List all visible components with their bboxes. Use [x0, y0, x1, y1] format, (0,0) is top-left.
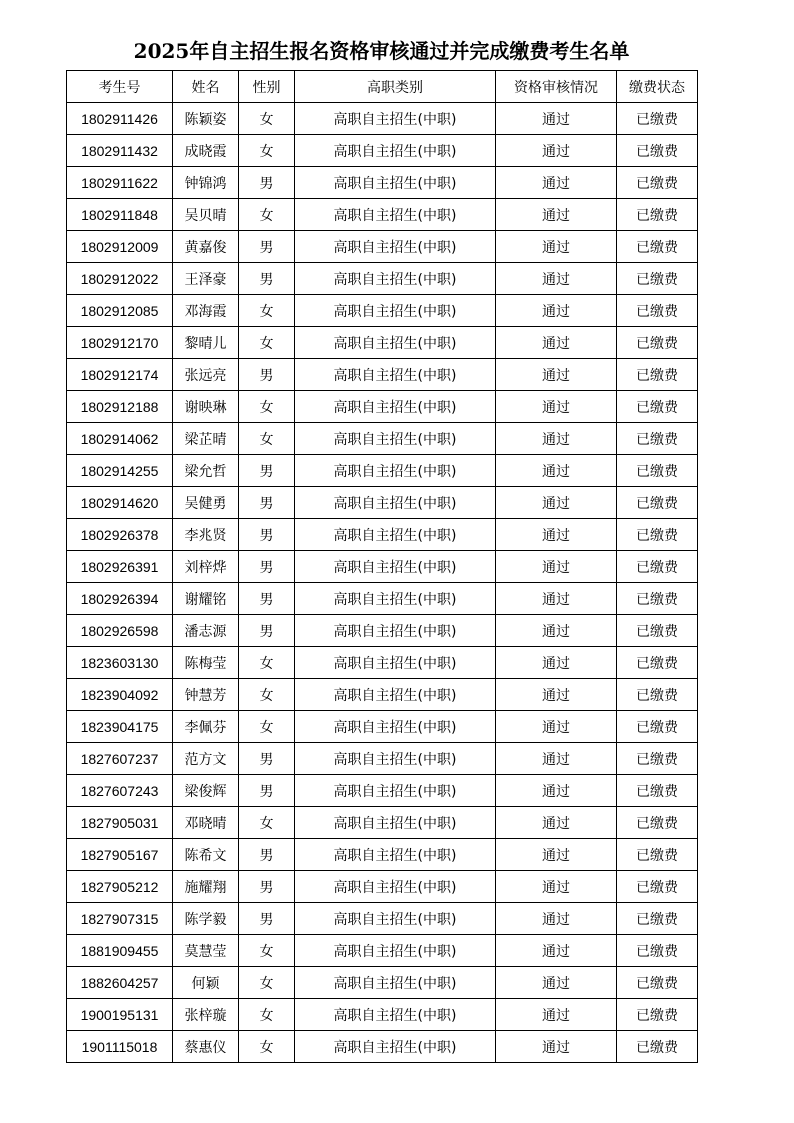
- payment-status-cell: 已缴费: [617, 903, 698, 935]
- category-cell: 高职自主招生(中职): [295, 295, 496, 327]
- name-cell: 陈颖姿: [173, 103, 239, 135]
- payment-status-cell: 已缴费: [617, 839, 698, 871]
- category-cell: 高职自主招生(中职): [295, 423, 496, 455]
- exam-number-cell: 1802914062: [67, 423, 173, 455]
- table-row: [67, 807, 698, 839]
- review-status-cell: 通过: [496, 231, 617, 263]
- table-row: [67, 519, 698, 551]
- payment-status-cell: 已缴费: [617, 519, 698, 551]
- gender-cell: 男: [239, 583, 295, 615]
- gender-cell: 女: [239, 135, 295, 167]
- category-cell: 高职自主招生(中职): [295, 135, 496, 167]
- table-row: [67, 967, 698, 999]
- payment-status-cell: 已缴费: [617, 231, 698, 263]
- table-row: [67, 775, 698, 807]
- gender-cell: 女: [239, 295, 295, 327]
- table-row: [67, 903, 698, 935]
- name-cell: 邓晓晴: [173, 807, 239, 839]
- payment-status-cell: 已缴费: [617, 935, 698, 967]
- candidate-table: [66, 70, 698, 1063]
- exam-number-cell: 1802926394: [67, 583, 173, 615]
- gender-cell: 男: [239, 839, 295, 871]
- gender-cell: 男: [239, 775, 295, 807]
- gender-cell: 男: [239, 167, 295, 199]
- gender-cell: 男: [239, 263, 295, 295]
- exam-number-cell: 1802912022: [67, 263, 173, 295]
- gender-cell: 男: [239, 871, 295, 903]
- table-row: [67, 839, 698, 871]
- name-cell: 施耀翔: [173, 871, 239, 903]
- gender-cell: 女: [239, 935, 295, 967]
- table-row: [67, 551, 698, 583]
- name-cell: 邓海霞: [173, 295, 239, 327]
- gender-cell: 男: [239, 519, 295, 551]
- review-status-cell: 通过: [496, 967, 617, 999]
- exam-number-cell: 1802914620: [67, 487, 173, 519]
- payment-status-cell: 已缴费: [617, 807, 698, 839]
- gender-cell: 男: [239, 455, 295, 487]
- table-row: [67, 135, 698, 167]
- gender-cell: 女: [239, 423, 295, 455]
- review-status-cell: 通过: [496, 455, 617, 487]
- name-cell: 陈学毅: [173, 903, 239, 935]
- exam-number-cell: 1827907315: [67, 903, 173, 935]
- gender-cell: 男: [239, 743, 295, 775]
- name-cell: 张远亮: [173, 359, 239, 391]
- category-cell: 高职自主招生(中职): [295, 199, 496, 231]
- category-cell: 高职自主招生(中职): [295, 263, 496, 295]
- table-row: [67, 423, 698, 455]
- payment-status-cell: 已缴费: [617, 551, 698, 583]
- category-cell: 高职自主招生(中职): [295, 615, 496, 647]
- exam-number-cell: 1827905212: [67, 871, 173, 903]
- review-status-cell: 通过: [496, 295, 617, 327]
- payment-status-cell: 已缴费: [617, 967, 698, 999]
- table-row: [67, 359, 698, 391]
- name-cell: 潘志源: [173, 615, 239, 647]
- name-cell: 谢耀铭: [173, 583, 239, 615]
- table-row: [67, 1031, 698, 1063]
- category-cell: 高职自主招生(中职): [295, 359, 496, 391]
- table-row: [67, 199, 698, 231]
- payment-status-cell: 已缴费: [617, 327, 698, 359]
- review-status-cell: 通过: [496, 391, 617, 423]
- document-title: 2025年自主招生报名资格审核通过并完成缴费考生名单: [133, 39, 630, 63]
- table-row: [67, 167, 698, 199]
- gender-cell: 女: [239, 647, 295, 679]
- table-row: [67, 743, 698, 775]
- table-row: [67, 295, 698, 327]
- exam-number-cell: 1827607237: [67, 743, 173, 775]
- category-cell: 高职自主招生(中职): [295, 455, 496, 487]
- exam-number-cell: 1802912009: [67, 231, 173, 263]
- payment-status-cell: 已缴费: [617, 775, 698, 807]
- name-cell: 何颖: [173, 967, 239, 999]
- review-status-cell: 通过: [496, 871, 617, 903]
- exam-number-cell: 1881909455: [67, 935, 173, 967]
- table-row: [67, 999, 698, 1031]
- table-row: [67, 455, 698, 487]
- payment-status-cell: 已缴费: [617, 615, 698, 647]
- name-cell: 钟慧芳: [173, 679, 239, 711]
- gender-cell: 女: [239, 967, 295, 999]
- review-status-cell: 通过: [496, 327, 617, 359]
- gender-cell: 男: [239, 487, 295, 519]
- exam-number-cell: 1802911426: [67, 103, 173, 135]
- name-cell: 刘梓烨: [173, 551, 239, 583]
- gender-cell: 男: [239, 903, 295, 935]
- name-cell: 梁允哲: [173, 455, 239, 487]
- review-status-cell: 通过: [496, 167, 617, 199]
- exam-number-cell: 1823603130: [67, 647, 173, 679]
- category-cell: 高职自主招生(中职): [295, 647, 496, 679]
- category-cell: 高职自主招生(中职): [295, 1031, 496, 1063]
- payment-status-cell: 已缴费: [617, 647, 698, 679]
- table-row: [67, 615, 698, 647]
- name-cell: 成晓霞: [173, 135, 239, 167]
- review-status-cell: 通过: [496, 647, 617, 679]
- gender-cell: 女: [239, 711, 295, 743]
- category-cell: 高职自主招生(中职): [295, 743, 496, 775]
- table-row: [67, 263, 698, 295]
- category-cell: 高职自主招生(中职): [295, 967, 496, 999]
- header-review-status: 资格审核情况: [496, 71, 617, 103]
- category-cell: 高职自主招生(中职): [295, 999, 496, 1031]
- name-cell: 钟锦鸿: [173, 167, 239, 199]
- payment-status-cell: 已缴费: [617, 455, 698, 487]
- review-status-cell: 通过: [496, 423, 617, 455]
- review-status-cell: 通过: [496, 679, 617, 711]
- review-status-cell: 通过: [496, 999, 617, 1031]
- payment-status-cell: 已缴费: [617, 679, 698, 711]
- review-status-cell: 通过: [496, 903, 617, 935]
- table-body: [67, 103, 698, 1063]
- exam-number-cell: 1882604257: [67, 967, 173, 999]
- gender-cell: 女: [239, 679, 295, 711]
- review-status-cell: 通过: [496, 775, 617, 807]
- payment-status-cell: 已缴费: [617, 711, 698, 743]
- exam-number-cell: 1802911848: [67, 199, 173, 231]
- name-cell: 梁俊辉: [173, 775, 239, 807]
- name-cell: 张梓璇: [173, 999, 239, 1031]
- category-cell: 高职自主招生(中职): [295, 935, 496, 967]
- review-status-cell: 通过: [496, 935, 617, 967]
- name-cell: 蔡惠仪: [173, 1031, 239, 1063]
- exam-number-cell: 1802912188: [67, 391, 173, 423]
- category-cell: 高职自主招生(中职): [295, 679, 496, 711]
- category-cell: 高职自主招生(中职): [295, 103, 496, 135]
- payment-status-cell: 已缴费: [617, 359, 698, 391]
- payment-status-cell: 已缴费: [617, 263, 698, 295]
- category-cell: 高职自主招生(中职): [295, 487, 496, 519]
- table-row: [67, 391, 698, 423]
- payment-status-cell: 已缴费: [617, 999, 698, 1031]
- gender-cell: 女: [239, 103, 295, 135]
- name-cell: 莫慧莹: [173, 935, 239, 967]
- name-cell: 陈希文: [173, 839, 239, 871]
- name-cell: 谢映琳: [173, 391, 239, 423]
- name-cell: 范方文: [173, 743, 239, 775]
- category-cell: 高职自主招生(中职): [295, 903, 496, 935]
- category-cell: 高职自主招生(中职): [295, 551, 496, 583]
- payment-status-cell: 已缴费: [617, 103, 698, 135]
- header-gender: 性别: [239, 71, 295, 103]
- review-status-cell: 通过: [496, 519, 617, 551]
- payment-status-cell: 已缴费: [617, 487, 698, 519]
- gender-cell: 女: [239, 1031, 295, 1063]
- review-status-cell: 通过: [496, 359, 617, 391]
- category-cell: 高职自主招生(中职): [295, 583, 496, 615]
- gender-cell: 男: [239, 551, 295, 583]
- review-status-cell: 通过: [496, 583, 617, 615]
- exam-number-cell: 1802912170: [67, 327, 173, 359]
- review-status-cell: 通过: [496, 1031, 617, 1063]
- table-row: [67, 231, 698, 263]
- exam-number-cell: 1823904175: [67, 711, 173, 743]
- review-status-cell: 通过: [496, 711, 617, 743]
- payment-status-cell: 已缴费: [617, 871, 698, 903]
- table-row: [67, 871, 698, 903]
- review-status-cell: 通过: [496, 199, 617, 231]
- payment-status-cell: 已缴费: [617, 391, 698, 423]
- name-cell: 梁芷晴: [173, 423, 239, 455]
- name-cell: 黎晴儿: [173, 327, 239, 359]
- header-category: 高职类别: [295, 71, 496, 103]
- gender-cell: 女: [239, 199, 295, 231]
- gender-cell: 女: [239, 391, 295, 423]
- payment-status-cell: 已缴费: [617, 1031, 698, 1063]
- name-cell: 陈梅莹: [173, 647, 239, 679]
- gender-cell: 男: [239, 615, 295, 647]
- exam-number-cell: 1802926598: [67, 615, 173, 647]
- header-exam-number: 考生号: [67, 71, 173, 103]
- category-cell: 高职自主招生(中职): [295, 711, 496, 743]
- category-cell: 高职自主招生(中职): [295, 519, 496, 551]
- exam-number-cell: 1802912085: [67, 295, 173, 327]
- name-cell: 李佩芬: [173, 711, 239, 743]
- exam-number-cell: 1827607243: [67, 775, 173, 807]
- header-name: 姓名: [173, 71, 239, 103]
- exam-number-cell: 1802912174: [67, 359, 173, 391]
- table-row: [67, 327, 698, 359]
- exam-number-cell: 1827905031: [67, 807, 173, 839]
- exam-number-cell: 1823904092: [67, 679, 173, 711]
- review-status-cell: 通过: [496, 487, 617, 519]
- review-status-cell: 通过: [496, 839, 617, 871]
- name-cell: 吴健勇: [173, 487, 239, 519]
- review-status-cell: 通过: [496, 135, 617, 167]
- table-header-row: [67, 71, 698, 103]
- exam-number-cell: 1802914255: [67, 455, 173, 487]
- table-row: [67, 679, 698, 711]
- exam-number-cell: 1901115018: [67, 1031, 173, 1063]
- table-row: [67, 711, 698, 743]
- review-status-cell: 通过: [496, 551, 617, 583]
- payment-status-cell: 已缴费: [617, 199, 698, 231]
- table-row: [67, 583, 698, 615]
- payment-status-cell: 已缴费: [617, 423, 698, 455]
- payment-status-cell: 已缴费: [617, 743, 698, 775]
- category-cell: 高职自主招生(中职): [295, 327, 496, 359]
- payment-status-cell: 已缴费: [617, 167, 698, 199]
- name-cell: 王泽豪: [173, 263, 239, 295]
- table-row: [67, 487, 698, 519]
- exam-number-cell: 1900195131: [67, 999, 173, 1031]
- category-cell: 高职自主招生(中职): [295, 807, 496, 839]
- exam-number-cell: 1802911622: [67, 167, 173, 199]
- review-status-cell: 通过: [496, 103, 617, 135]
- name-cell: 黄嘉俊: [173, 231, 239, 263]
- category-cell: 高职自主招生(中职): [295, 839, 496, 871]
- review-status-cell: 通过: [496, 743, 617, 775]
- gender-cell: 女: [239, 999, 295, 1031]
- table-row: [67, 647, 698, 679]
- payment-status-cell: 已缴费: [617, 135, 698, 167]
- gender-cell: 男: [239, 231, 295, 263]
- exam-number-cell: 1827905167: [67, 839, 173, 871]
- payment-status-cell: 已缴费: [617, 295, 698, 327]
- category-cell: 高职自主招生(中职): [295, 775, 496, 807]
- table-row: [67, 935, 698, 967]
- table-row: [67, 103, 698, 135]
- header-payment-status: 缴费状态: [617, 71, 698, 103]
- category-cell: 高职自主招生(中职): [295, 167, 496, 199]
- exam-number-cell: 1802911432: [67, 135, 173, 167]
- review-status-cell: 通过: [496, 615, 617, 647]
- gender-cell: 男: [239, 359, 295, 391]
- exam-number-cell: 1802926391: [67, 551, 173, 583]
- payment-status-cell: 已缴费: [617, 583, 698, 615]
- name-cell: 李兆贤: [173, 519, 239, 551]
- category-cell: 高职自主招生(中职): [295, 391, 496, 423]
- category-cell: 高职自主招生(中职): [295, 871, 496, 903]
- review-status-cell: 通过: [496, 807, 617, 839]
- exam-number-cell: 1802926378: [67, 519, 173, 551]
- name-cell: 吴贝晴: [173, 199, 239, 231]
- gender-cell: 女: [239, 327, 295, 359]
- gender-cell: 女: [239, 807, 295, 839]
- category-cell: 高职自主招生(中职): [295, 231, 496, 263]
- review-status-cell: 通过: [496, 263, 617, 295]
